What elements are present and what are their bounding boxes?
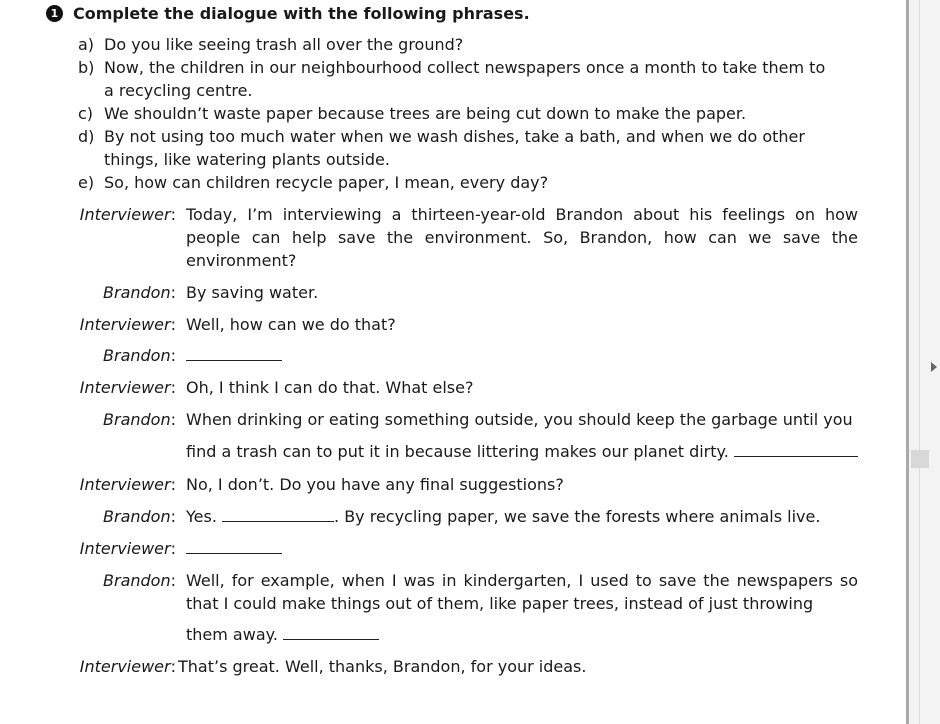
speaker-label: Interviewer :: [66, 203, 176, 226]
dialogue-text: That’s great. Well, thanks, Brandon, for your ideas.: [178, 657, 587, 676]
speaker-label: Interviewer :: [66, 376, 176, 399]
dialogue-text: Well, for example, when I was in kindergarten, I used to save the newspapers so that I could make things out of them, like paper trees, instead of just throwing: [186, 571, 858, 613]
answer-blank-2[interactable]: [734, 442, 858, 457]
dialogue-text: When drinking or eating something outside, you should keep the garbage until you: [186, 410, 853, 429]
speaker-label: Interviewer :: [66, 655, 176, 678]
option-d: d) By not using too much water when we wash dishes, take a bath, and when we do other: [78, 127, 805, 146]
dialogue-text: Today, I’m interviewing a thirteen-year-old Brandon about his feelings on how people can help save the environment. So, Brandon, how can we save the environment?: [186, 205, 858, 270]
option-b: b) Now, the children in our neighbourhood collect newspapers once a month to take them to: [78, 58, 826, 77]
dialogue-text: Oh, I think I can do that. What else?: [186, 378, 474, 397]
speaker-label: Brandon :: [66, 408, 176, 431]
exercise-instruction: Complete the dialogue with the following phrases.: [73, 4, 530, 23]
speaker-label: Brandon :: [66, 344, 176, 367]
dialogue-text: No, I don’t. Do you have any final suggestions?: [186, 475, 564, 494]
dialogue-text: Well, how can we do that?: [186, 315, 396, 334]
option-b-cont: a recycling centre.: [104, 81, 253, 100]
option-c: c) We shouldn’t waste paper because trees are being cut down to make the paper.: [78, 104, 747, 123]
exercise-number-badge: 1: [46, 5, 63, 22]
option-e: e) So, how can children recycle paper, I mean, every day?: [78, 173, 549, 192]
dialogue-text: Yes.: [186, 507, 217, 526]
dialogue-text: find a trash can to put it in because littering makes our planet dirty.: [186, 442, 729, 461]
exercise-heading: [46, 4, 530, 23]
answer-blank-1[interactable]: [186, 344, 858, 367]
scrollbar-guide-line: [919, 0, 920, 724]
speaker-label: Brandon :: [66, 505, 176, 528]
dialogue-text: . By recycling paper, we save the forests where animals live.: [334, 507, 821, 526]
answer-blank-3[interactable]: [222, 507, 334, 522]
speaker-label: Brandon :: [66, 281, 176, 304]
speaker-label: Interviewer :: [66, 537, 176, 560]
dialogue-text: By saving water.: [186, 283, 319, 302]
speaker-label: Brandon :: [66, 569, 176, 592]
answer-blank-4[interactable]: [186, 537, 858, 560]
answer-blank-5[interactable]: [283, 625, 379, 640]
speaker-label: Interviewer :: [66, 473, 176, 496]
dialogue-text: them away.: [186, 625, 278, 644]
speaker-label: Interviewer :: [66, 313, 176, 336]
scrollbar-thumb[interactable]: [911, 450, 929, 468]
option-a: a) Do you like seeing trash all over the ground?: [78, 35, 464, 54]
scroll-right-arrow-icon[interactable]: [931, 362, 937, 372]
option-d-cont: things, like watering plants outside.: [104, 150, 390, 169]
